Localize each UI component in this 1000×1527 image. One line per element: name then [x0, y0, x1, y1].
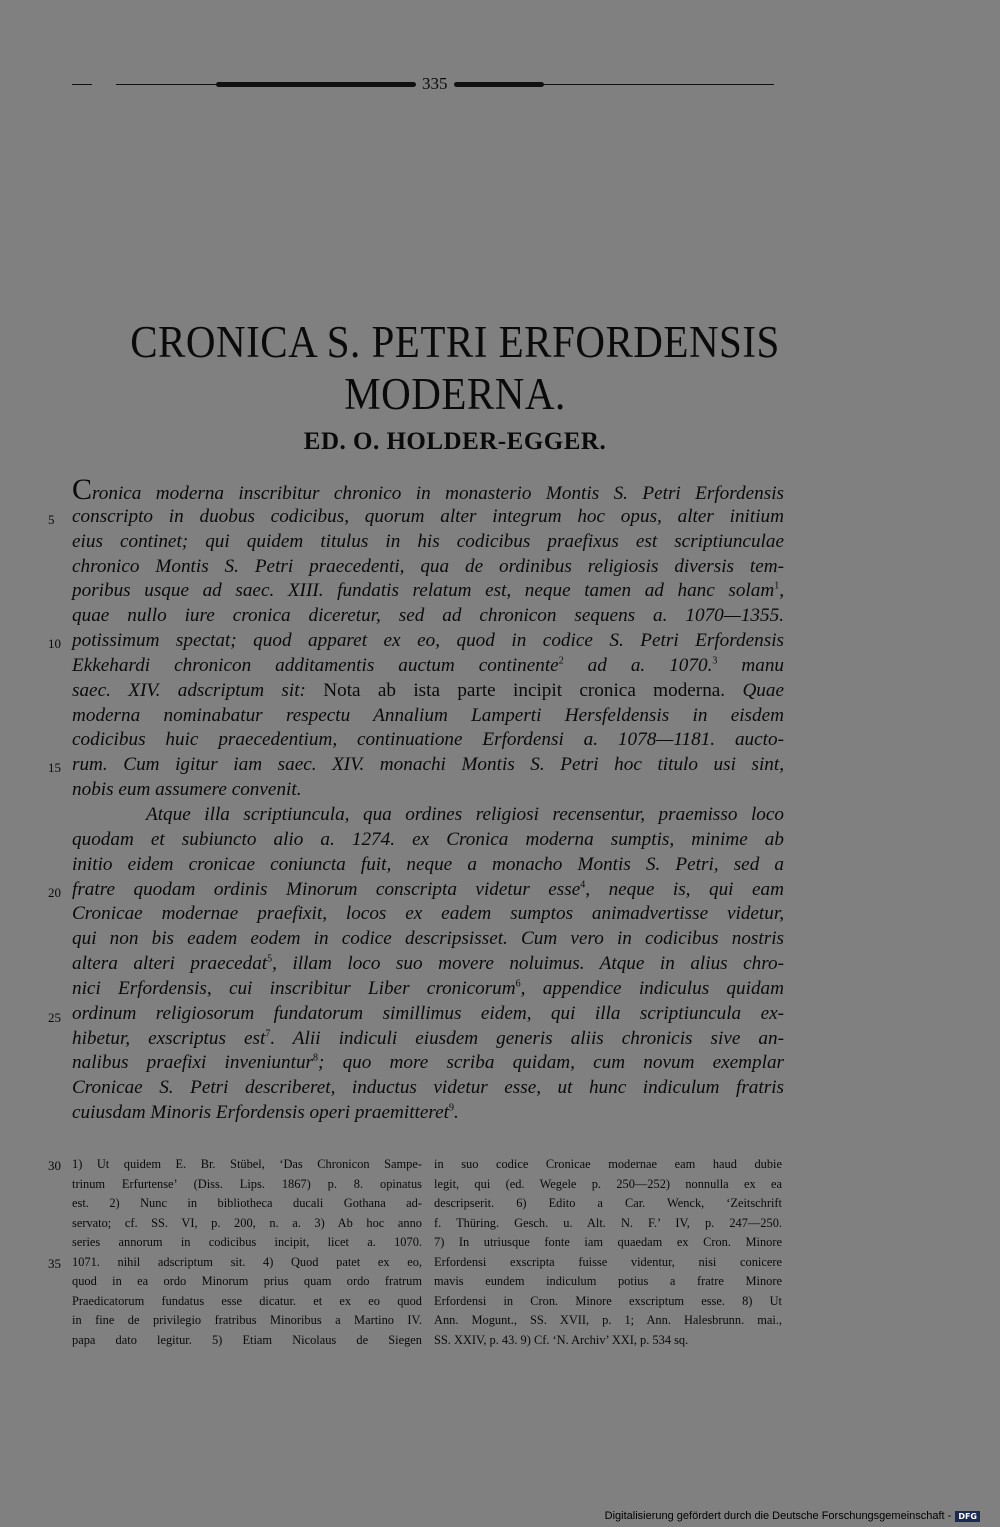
footnote-ref[interactable]: 3	[712, 655, 718, 667]
line-number: 30	[48, 1158, 61, 1173]
footnote-ref[interactable]: 8	[313, 1053, 319, 1065]
document-title-line2: MODERNA.	[344, 367, 566, 419]
body-line: hibetur, exscriptus est$^7$. Alii indiculi eiusdem generis aliis chronicis sive an-	[72, 1027, 784, 1049]
body-line: nalibus praefixi inveniuntur$^8$; quo more scriba quidam, cum novum exemplar	[72, 1052, 784, 1074]
body-text	[72, 473, 785, 1126]
footnote-line: descripserit. 6) Edito a Car. Wenck, ‘Zeitschrift	[434, 1196, 782, 1211]
footnotes-left-column	[72, 1155, 422, 1350]
line-number: 5	[48, 512, 55, 527]
rule-segment	[544, 84, 774, 85]
footnote-line: papa dato legitur. 5) Etiam Nicolaus de Siegen	[72, 1332, 422, 1347]
rule-thick-segment	[454, 82, 544, 87]
body-line: moderna nominabatur respectu Annalium Lamperti Hersfeldensis in eisdem	[72, 704, 784, 726]
line-number: 25	[48, 1010, 61, 1025]
footnote-line: Erfordensi exscripta fuisse videntur, nisi conicere	[434, 1254, 782, 1269]
body-line: Ekkehardi chronicon additamentis auctum continente$^2$ ad a. 1070.$^3$ manu	[72, 654, 785, 676]
footnote-ref[interactable]: 2	[558, 655, 564, 667]
footnotes-right-column	[434, 1155, 782, 1350]
footnote-line: mavis eundem indiculum potius a fratre Minore	[434, 1274, 782, 1289]
footnote-ref[interactable]: 9	[448, 1102, 454, 1114]
body-line: quae nullo iure cronica diceretur, sed ad chronicon sequens a. 1070—1355.	[72, 605, 784, 627]
body-line: codicibus huic praecedentium, continuatione Erfordensi a. 1078—1181. aucto-	[72, 729, 784, 751]
document-title-line1: CRONICA S. PETRI ERFORDENSIS	[130, 315, 780, 367]
footnote-line: trinum Erfurtense’ (Diss. Lips. 1867) p. 8. opinatus	[72, 1176, 422, 1191]
body-line: quodam et subiuncto alio a. 1274. ex Cronica moderna sumptis, minime ab	[72, 828, 784, 850]
body-line: fratre quodam ordinis Minorum conscripta videtur esse$^4$, neque is, qui eam	[72, 878, 784, 900]
digitization-credit	[605, 1510, 980, 1522]
page-number: 335	[422, 74, 448, 93]
footnote-line: est. 2) Nunc in bibliotheca ducali Gothana ad-	[72, 1196, 422, 1211]
body-line: Atque illa scriptiuncula, qua ordines religiosi recensentur, praemisso loco	[146, 803, 784, 825]
footnote-line: Praedicatorum fundatus esse dicatur. et ex eo quod	[72, 1293, 422, 1308]
body-line: Cronicae modernae praefixit, locos ex eadem sumptos animadvertisse videtur,	[72, 903, 784, 925]
body-line: nobis eum assumere convenit.	[72, 779, 302, 801]
editor-line: ED. O. HOLDER-EGGER.	[303, 428, 607, 455]
footnote-ref[interactable]: 6	[515, 978, 521, 990]
footnote-line: 7) In utriusque fonte iam quaedam ex Cron. Minore	[434, 1235, 782, 1250]
dfg-logo: DFG	[955, 1511, 980, 1522]
line-number: 10	[48, 636, 61, 651]
footnote-line: SS. XXIV, p. 43. 9) Cf. ‘N. Archiv’ XXI, p. 534 sq.	[434, 1332, 689, 1347]
footnote-line: in fine de privilegio fratribus Minoribus a Martino IV.	[72, 1313, 422, 1328]
body-line: Cronicae S. Petri describeret, inductus videtur esse, ut hunc indiculum fratris	[72, 1077, 784, 1099]
footnote-ref[interactable]: 7	[265, 1028, 271, 1040]
line-number: 15	[48, 760, 61, 775]
footnote-line: f. Thüring. Gesch. u. Alt. N. F.’ IV, p. 247—250.	[434, 1215, 782, 1230]
body-line: altera alteri praecedat$^5$, illam loco suo movere noluimus. Atque in alius chro-	[72, 953, 785, 975]
header-rule	[72, 74, 782, 94]
footnote-line: quod in ea ordo Minorum prius quam ordo fratrum	[72, 1274, 422, 1289]
line-number: 20	[48, 885, 61, 900]
rule-thick-segment	[216, 82, 416, 87]
footnote-ref[interactable]: 5	[267, 953, 273, 965]
body-line: eius continet; qui quidem titulus in his codicibus praefixus est scriptiunculae	[72, 530, 784, 552]
body-line: poribus usque ad saec. XIII. fundatis relatum est, neque tamen ad hanc solam$^1$,	[72, 580, 784, 602]
body-line: potissimum spectat; quod apparet ex eo, quod in codice S. Petri Erfordensis	[72, 630, 784, 652]
body-line: ordinum religiosorum fundatorum simillimus eidem, qui illa scriptiuncula ex-	[72, 1002, 784, 1024]
footnote-line: legit, qui (ed. Wegele p. 250—252) nonnulla ex ea	[434, 1176, 782, 1191]
body-line: chronico Montis S. Petri praecedenti, qua de ordinibus religiosis diversis tem-	[72, 555, 784, 577]
body-line: initio eidem cronicae coniuncta fuit, neque a monacho Montis S. Petri, sed a	[72, 853, 784, 875]
drop-cap: C	[72, 473, 93, 506]
body-line: conscripto in duobus codicibus, quorum alter integrum hoc opus, alter initium	[72, 505, 784, 527]
body-line: qui non bis eadem eodem in codice descripsisset. Cum vero in codicibus nostris	[72, 928, 784, 950]
footnote-line: 1071. nihil adscriptum sit. 4) Quod patet ex eo,	[72, 1254, 422, 1269]
rule-segment	[116, 84, 216, 85]
footnote-line: Erfordensi in Cron. Minore exscriptum esse. 8) Ut	[434, 1293, 782, 1308]
rule-segment	[72, 84, 92, 85]
body-line: saec. XIV. adscriptum sit: Nota ab ista parte incipit cronica moderna. Quae	[72, 679, 785, 701]
body-line: Cronica moderna inscribitur chronico in monasterio Montis S. Petri Erfordensis	[72, 473, 784, 506]
footnote-line: 1) Ut quidem E. Br. Stübel, ‘Das Chronicon Sampe-	[72, 1157, 422, 1171]
footnote-line: Ann. Mogunt., SS. XVII, p. 1; Ann. Halesbrunn. mai.,	[434, 1313, 782, 1328]
body-line: nici Erfordensis, cui inscribitur Liber cronicorum$^6$, appendice indiculus quidam	[72, 977, 784, 999]
body-line: cuiusdam Minoris Erfordensis operi praemitteret$^9$.	[72, 1102, 459, 1124]
footnote-line: series annorum in codicibus incipit, licet a. 1070.	[72, 1235, 422, 1250]
footnote-line: servato; cf. SS. VI, p. 200, n. a. 3) Ab hoc anno	[72, 1215, 422, 1230]
footnote-line: in suo codice Cronicae modernae eam haud dubie	[434, 1157, 782, 1171]
line-number: 35	[48, 1256, 61, 1271]
credit-text: Digitalisierung gefördert durch die Deutsche Forschungsgemeinschaft -	[604, 1510, 952, 1522]
footnote-ref[interactable]: 4	[580, 879, 586, 891]
body-line: rum. Cum igitur iam saec. XIV. monachi Montis S. Petri hoc titulo usi sint,	[72, 754, 784, 776]
footnote-ref[interactable]: 1	[774, 580, 780, 592]
